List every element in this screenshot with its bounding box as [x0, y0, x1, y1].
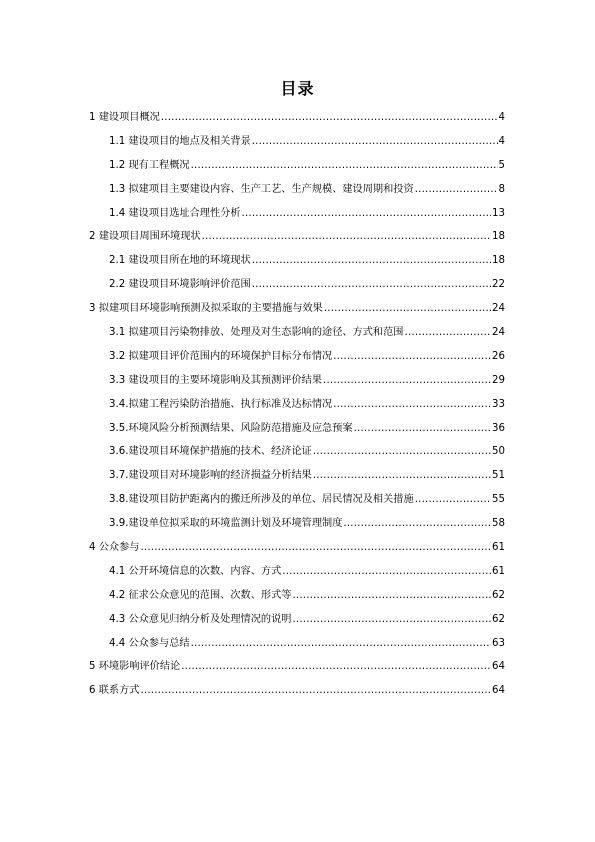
- toc-entry-title: 4.4 公众参与总结: [109, 637, 190, 649]
- toc-entry-title: 3.5.环境风险分析预测结果、风险防范措施及应急预案: [109, 422, 353, 434]
- toc-entry-page-number: 24: [492, 327, 505, 339]
- toc-entry-title: 2 建设项目周围环境现状: [89, 231, 201, 243]
- toc-entry-title: 3.1 拟建项目污染物排放、处理及对生态影响的途径、方式和范围: [109, 327, 404, 339]
- toc-entry-page-number: 26: [492, 350, 505, 362]
- toc-entry-page-number: 33: [492, 398, 505, 410]
- toc-entry-title: 1 建设项目概况: [89, 112, 160, 123]
- toc-entry-page-number: 24: [492, 303, 505, 315]
- dot-leader: [415, 184, 498, 195]
- toc-entry[interactable]: [89, 442, 505, 466]
- toc-entry-title: 3.3 建设项目的主要环境影响及其预测评价结果: [109, 374, 323, 386]
- toc-entry-page-number: 62: [492, 589, 505, 601]
- dot-leader: [140, 542, 491, 553]
- toc-entry-title: 4.1 公开环境信息的次数、内容、方式: [109, 565, 282, 577]
- dot-leader: [333, 351, 491, 362]
- toc-entry[interactable]: [89, 204, 505, 228]
- dot-leader: [324, 303, 491, 314]
- toc-entry[interactable]: [89, 299, 505, 323]
- toc-entry-title: 3 拟建项目环境影响预测及拟采取的主要措施与效果: [89, 303, 323, 315]
- toc-entry[interactable]: [89, 132, 505, 156]
- toc-entry[interactable]: [89, 156, 505, 180]
- dot-leader: [415, 494, 491, 505]
- toc-entry-page-number: 63: [492, 637, 505, 649]
- dot-leader: [333, 399, 491, 410]
- toc-entry-title: 4.2 征求公众意见的范围、次数、形式等: [109, 589, 292, 601]
- toc-entry[interactable]: [89, 681, 505, 705]
- dot-leader: [292, 590, 491, 601]
- dot-leader: [161, 112, 498, 123]
- toc-entry-page-number: 18: [492, 231, 505, 243]
- toc-entry-page-number: 58: [492, 518, 505, 530]
- toc-entry[interactable]: [89, 251, 505, 275]
- dot-leader: [252, 136, 498, 147]
- toc-entry-title: 3.2 拟建项目评价范围内的环境保护目标分布情况: [109, 350, 333, 362]
- dot-leader: [181, 661, 491, 672]
- toc-entry-page-number: 64: [492, 685, 505, 697]
- dot-leader: [313, 446, 491, 457]
- toc-entry-title: 3.9.建设单位拟采取的环境监测计划及环境管理制度: [109, 518, 343, 530]
- dot-leader: [343, 518, 491, 529]
- toc-entry[interactable]: [89, 180, 505, 204]
- toc-entry[interactable]: [89, 490, 505, 514]
- toc-entry-title: 1.4 建设项目选址合理性分析: [109, 207, 241, 219]
- dot-leader: [405, 327, 492, 338]
- toc-entry[interactable]: [89, 227, 505, 251]
- dot-leader: [323, 375, 491, 386]
- toc-entry-title: 4.3 公众意见归纳分析及处理情况的说明: [109, 613, 292, 625]
- toc-entry-page-number: 18: [492, 255, 505, 267]
- toc-entry-page-number: 51: [492, 470, 505, 482]
- toc-entry-title: 1.3 拟建项目主要建设内容、生产工艺、生产规模、建设周期和投资: [109, 183, 414, 195]
- toc-entry-title: 4 公众参与: [89, 542, 140, 554]
- toc-entry[interactable]: [89, 634, 505, 658]
- toc-entry[interactable]: [89, 562, 505, 586]
- toc-entry-page-number: 4: [498, 135, 505, 147]
- dot-leader: [252, 255, 491, 266]
- toc-entry-title: 3.7.建设项目对环境影响的经济损益分析结果: [109, 470, 312, 482]
- toc-entry-page-number: 5: [498, 159, 505, 171]
- toc-entry[interactable]: [89, 514, 505, 538]
- toc-entry-title: 2.2 建设项目环境影响评价范围: [109, 279, 251, 291]
- toc-entry-title: 3.8.建设项目防护距离内的搬迁所涉及的单位、居民情况及相关措施: [109, 494, 414, 506]
- toc-entry[interactable]: [89, 347, 505, 371]
- toc-entry-title: 5 环境影响评价结论: [89, 661, 181, 673]
- toc-entry-page-number: 36: [492, 422, 505, 434]
- toc-entry-page-number: 61: [492, 542, 505, 554]
- toc-entry-page-number: 29: [492, 374, 505, 386]
- toc-entry[interactable]: [89, 586, 505, 610]
- toc-entry[interactable]: [89, 371, 505, 395]
- dot-leader: [242, 208, 492, 219]
- toc-entry-page-number: 13: [492, 207, 505, 219]
- toc-entry[interactable]: [89, 323, 505, 347]
- toc-entry-title: 3.6.建设项目环境保护措施的技术、经济论证: [109, 446, 312, 458]
- toc-entry[interactable]: [89, 275, 505, 299]
- toc-entry-page-number: 61: [492, 565, 505, 577]
- dot-leader: [140, 685, 491, 696]
- dot-leader: [292, 614, 491, 625]
- toc-entry[interactable]: [89, 657, 505, 681]
- dot-leader: [191, 638, 491, 649]
- toc-entry[interactable]: [89, 538, 505, 562]
- page-title: 目录: [280, 79, 315, 98]
- toc-entry-page-number: 62: [492, 613, 505, 625]
- toc-entry-title: 1.1 建设项目的地点及相关背景: [109, 135, 251, 147]
- toc-entry[interactable]: [89, 419, 505, 443]
- table-of-contents: [89, 108, 505, 705]
- dot-leader: [191, 160, 498, 171]
- toc-entry-page-number: 50: [492, 446, 505, 458]
- toc-entry[interactable]: [89, 466, 505, 490]
- dot-leader: [252, 279, 491, 290]
- toc-entry-page-number: 4: [498, 112, 505, 123]
- toc-entry-page-number: 64: [492, 661, 505, 673]
- toc-entry-title: 6 联系方式: [89, 685, 140, 697]
- toc-entry-page-number: 22: [492, 279, 505, 291]
- toc-entry[interactable]: [89, 108, 505, 132]
- dot-leader: [354, 423, 491, 434]
- toc-entry-title: 3.4.拟建工程污染防治措施、执行标准及达标情况: [109, 398, 333, 410]
- toc-entry-page-number: 55: [492, 494, 505, 506]
- dot-leader: [313, 470, 491, 481]
- toc-entry[interactable]: [89, 610, 505, 634]
- toc-entry-title: 2.1 建设项目所在地的环境现状: [109, 255, 251, 267]
- toc-entry[interactable]: [89, 395, 505, 419]
- dot-leader: [202, 231, 491, 242]
- dot-leader: [282, 566, 491, 577]
- toc-entry-title: 1.2 现有工程概况: [109, 159, 190, 171]
- toc-entry-page-number: 8: [498, 183, 505, 195]
